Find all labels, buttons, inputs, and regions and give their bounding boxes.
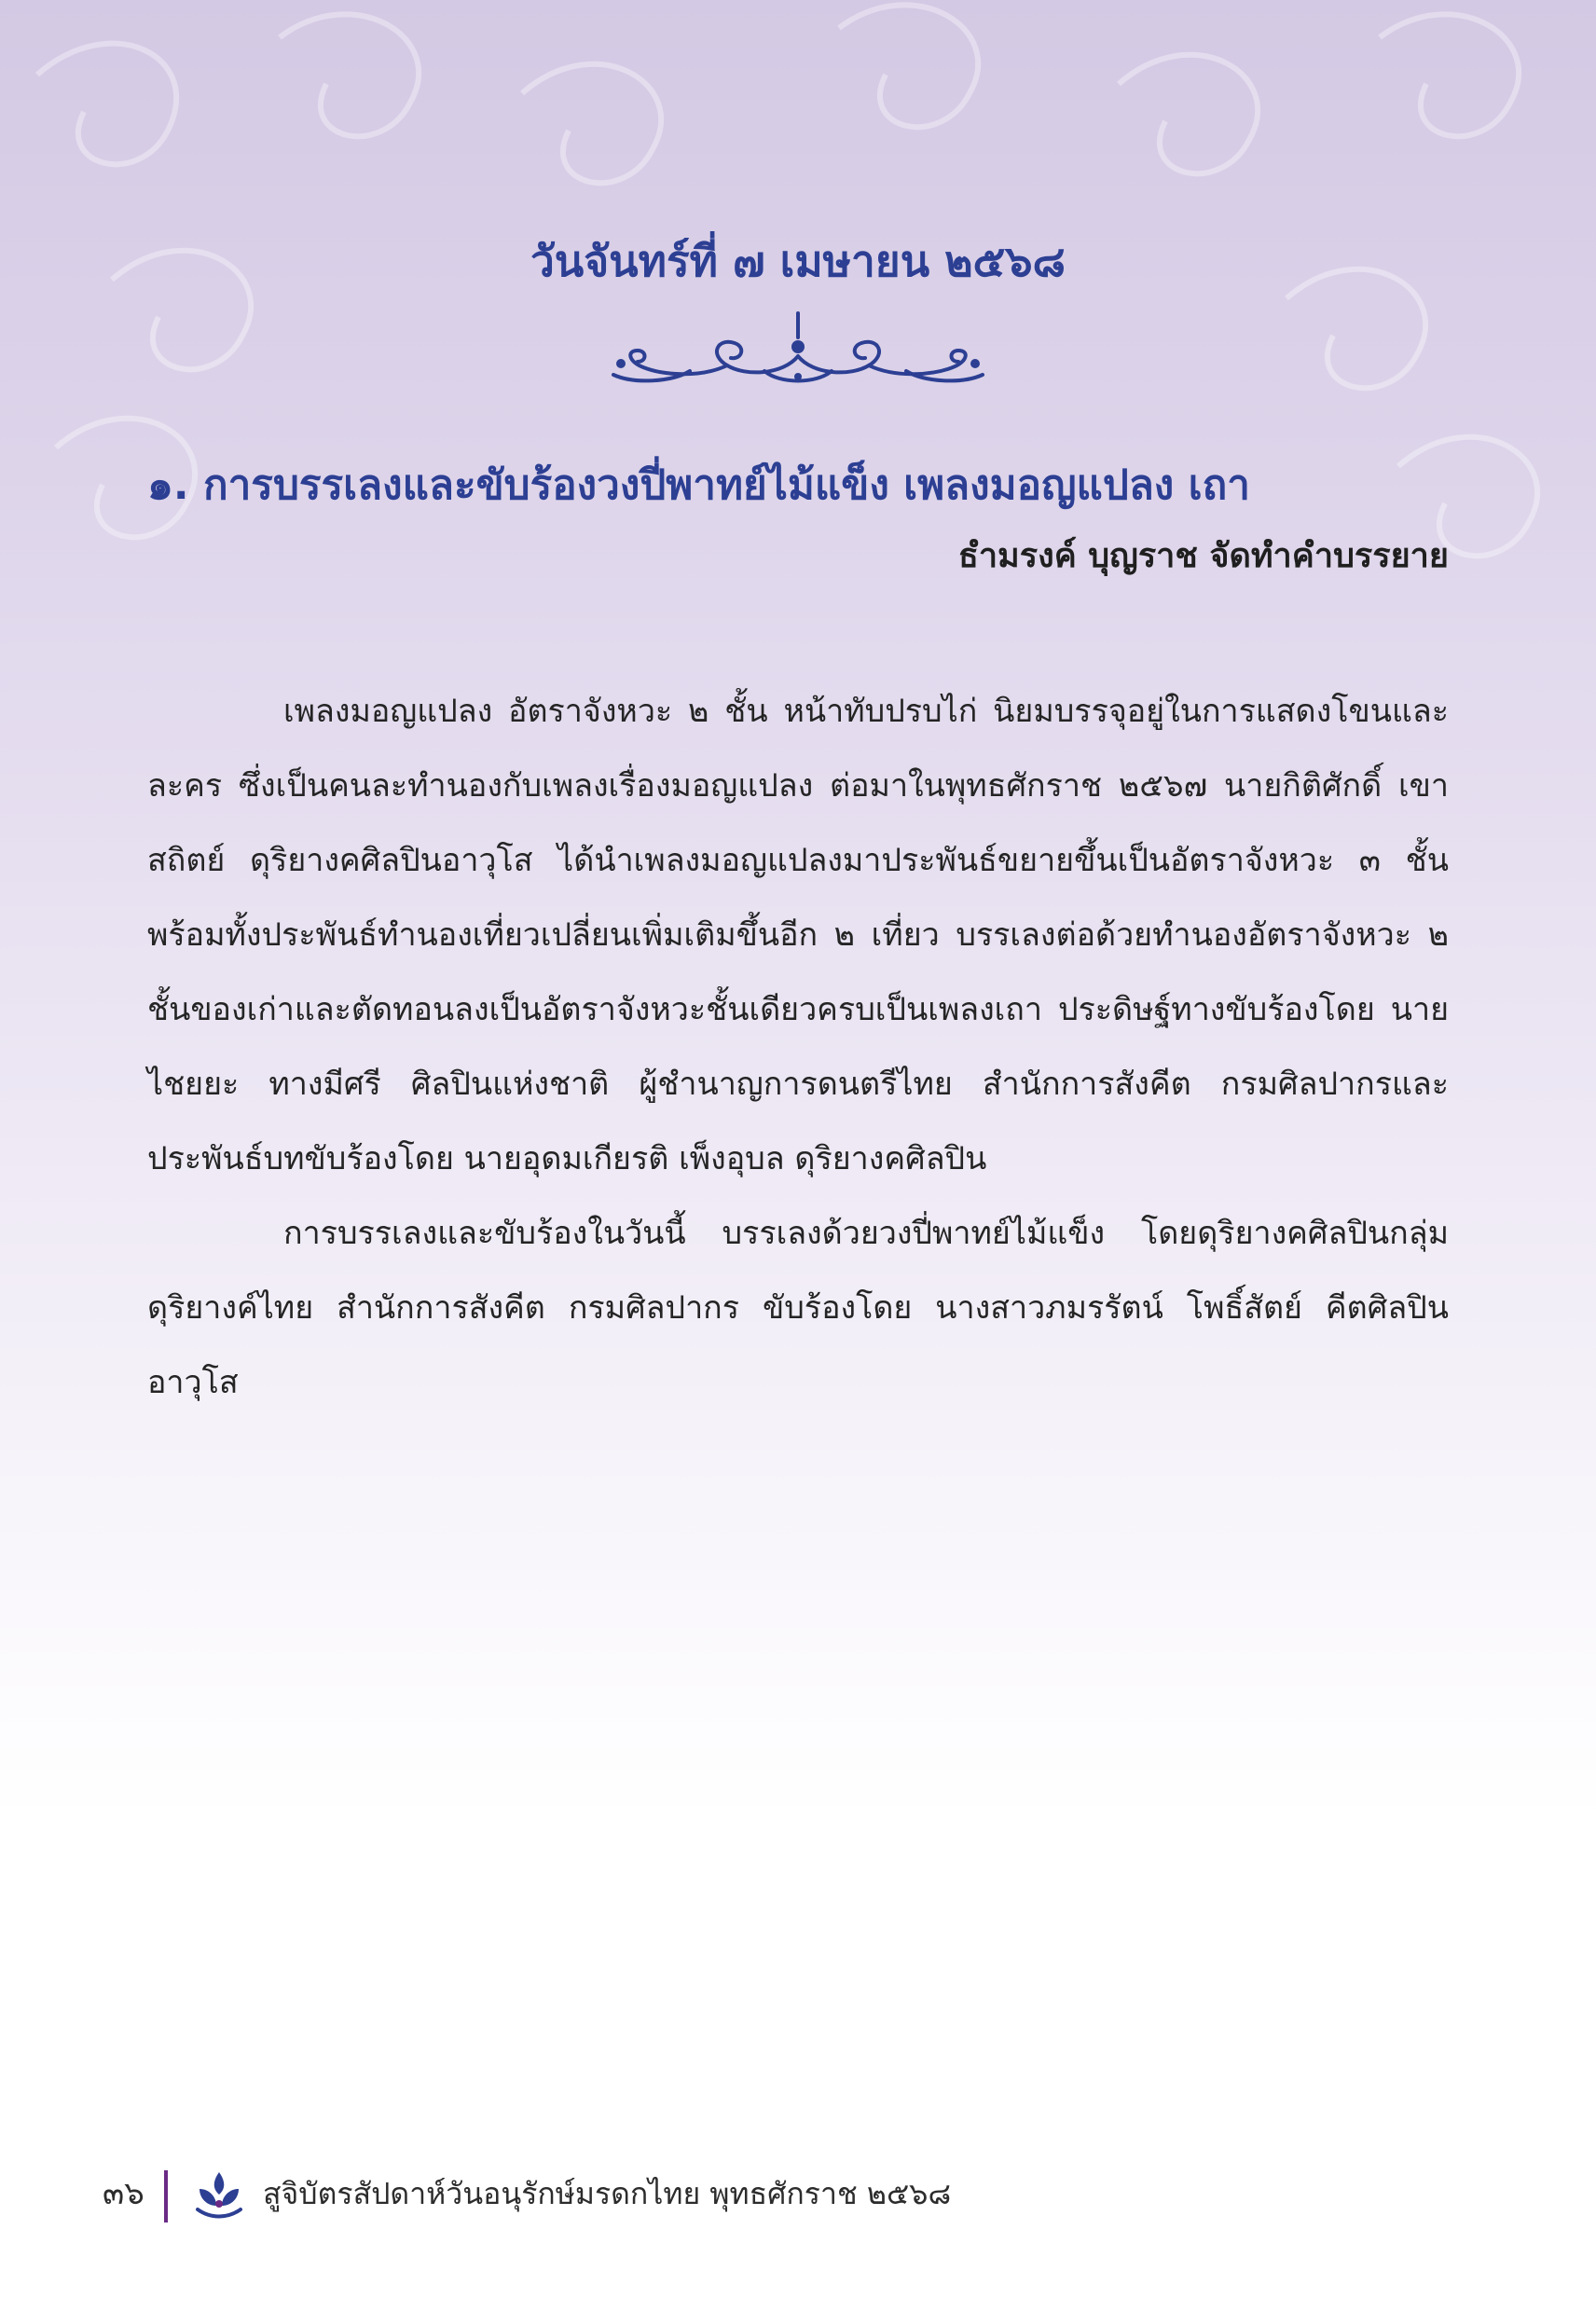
section-title: ๑. การบรรเลงและขับร้องวงปี่พาทย์ไม้แข็ง เพลงมอญแปลง เถา (147, 461, 1250, 509)
publication-title: สูจิบัตรสัปดาห์วันอนุรักษ์มรดกไทย พุทธศักราช ๒๕๖๘ (263, 2176, 952, 2211)
page-number: ๓๖ (103, 2175, 144, 2212)
author-byline: ธำมรงค์ บุญราช จัดทำคำบรรยาย (957, 537, 1449, 575)
footer-divider (164, 2170, 168, 2223)
department-logo-icon (192, 2168, 246, 2221)
page-footer (103, 2161, 1314, 2226)
body-text (147, 674, 1449, 1420)
paragraph: เพลงมอญแปลง อัตราจังหวะ ๒ ชั้น หน้าทับปรบไก่ นิยมบรรจุอยู่ในการแสดงโขนและละคร ซึ่งเป็นคนละทำนองกับเพลงเรื่องมอญแปลง ต่อมาในพุทธศักราช ๒๕๖๗ นายกิติศักดิ์ เขาสถิตย์ ดุริยางคศิลปินอาวุโส ได้นำเพลงมอญแปลงมาประพันธ์ขยายขึ้นเป็นอัตราจังหวะ ๓ ชั้น พร้อมทั้งประพันธ์ทำนองเที่ยวเปลี่ยนเพิ่มเติมขึ้นอีก ๒ เที่ยว บรรเลงต่อด้วยทำนองอัตราจังหวะ ๒ ชั้นของเก่าและตัดทอนลงเป็นอัตราจังหวะชั้นเดียวครบเป็นเพลงเถา ประดิษฐ์ทางขับร้องโดย นายไชยยะ ทางมีศรี ศิลปินแห่งชาติ ผู้ชำนาญการดนตรีไทย สำนักการสังคีต กรมศิลปากรและประพันธ์บทขับร้องโดย นายอุดมเกียรติ เพ็งอุบล ดุริยางคศิลปิน (147, 693, 1449, 1177)
paragraph: การบรรเลงและขับร้องในวันนี้ บรรเลงด้วยวงปี่พาทย์ไม้แข็ง โดยดุริยางคศิลปินกลุ่มดุริยางค์ไทย สำนักการสังคีต กรมศิลปากร ขับร้องโดย นางสาวภมรรัตน์ โพธิ์สัตย์ คีตศิลปินอาวุโส (147, 1215, 1449, 1401)
date-title: วันจันทร์ที่ ๗ เมษายน ๒๕๖๘ (530, 236, 1066, 286)
ornamental-divider-icon (606, 310, 990, 393)
